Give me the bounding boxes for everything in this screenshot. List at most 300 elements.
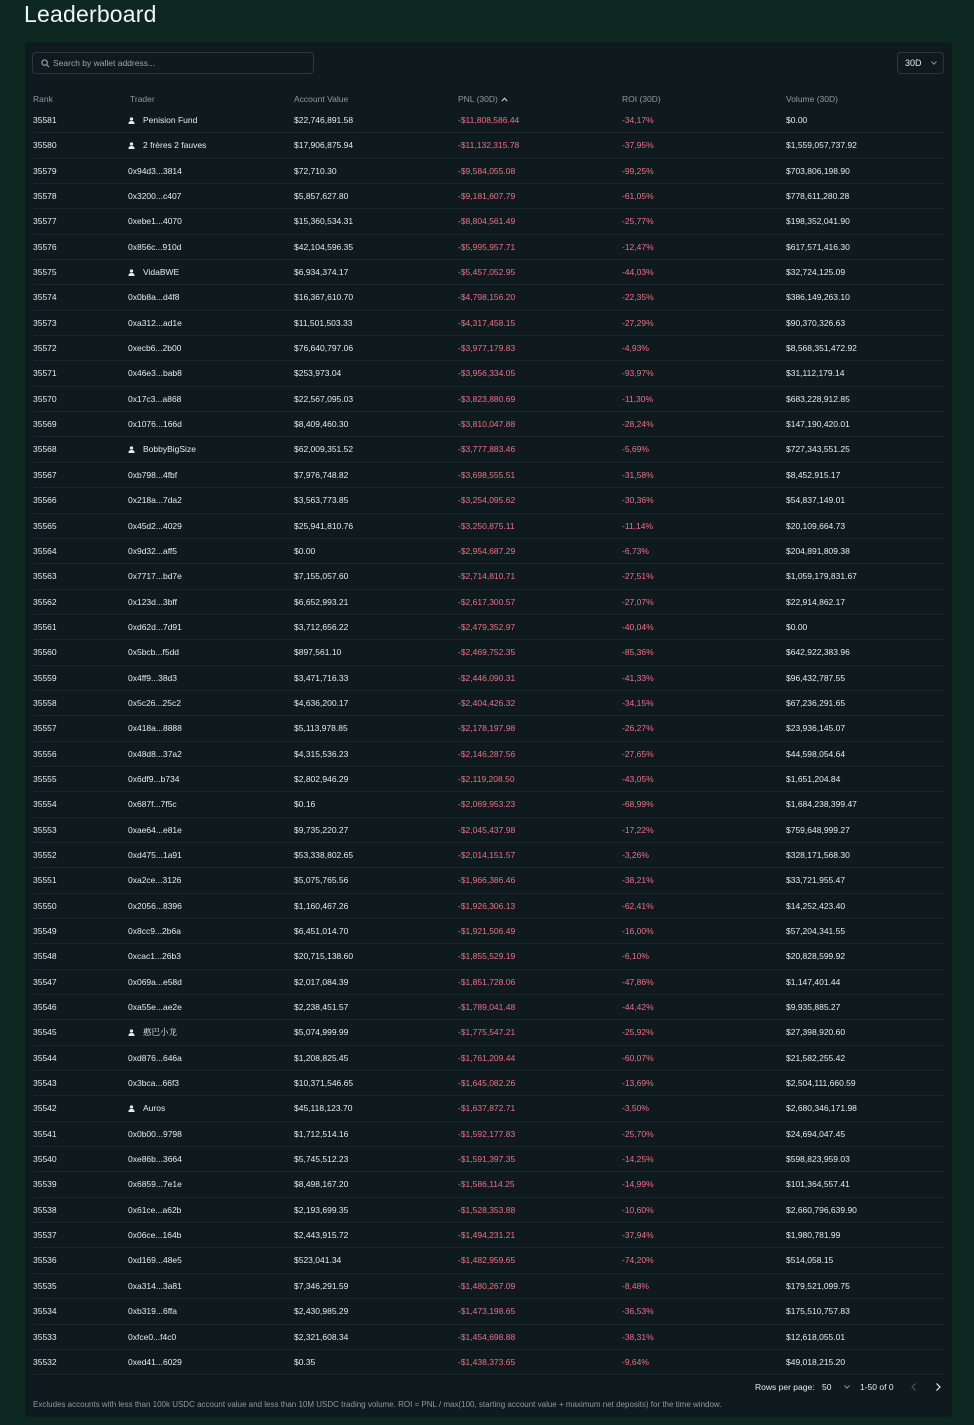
trader-cell[interactable] (128, 1128, 182, 1140)
pnl-cell: -$1,637,872.71 (458, 1103, 516, 1114)
trader-cell[interactable] (128, 596, 177, 608)
pnl-cell: -$1,966,386.46 (458, 875, 516, 886)
account-value-cell: $0.35 (294, 1356, 316, 1367)
trader-name: 0x0b00...9798 (128, 1128, 182, 1139)
table-row[interactable] (33, 868, 944, 893)
volume-cell: $12,618,055.01 (786, 1331, 846, 1342)
pnl-cell: -$11,132,315.78 (458, 140, 520, 151)
table-row[interactable] (33, 133, 944, 158)
account-value-cell: $15,360,534.31 (294, 216, 354, 227)
roi-cell: -34,15% (622, 697, 654, 708)
rank-cell: 35532 (33, 1356, 57, 1367)
roi-cell: -47,86% (622, 976, 654, 987)
table-row[interactable] (33, 944, 944, 969)
table-row[interactable] (33, 970, 944, 995)
trader-cell[interactable] (128, 1356, 182, 1368)
volume-cell: $1,147,401.44 (786, 976, 841, 987)
volume-cell: $8,452,915.17 (786, 469, 841, 480)
rank-cell: 35574 (33, 292, 57, 303)
rank-cell: 35546 (33, 1002, 57, 1013)
trader-cell[interactable] (128, 722, 182, 734)
trader-cell[interactable] (128, 266, 179, 278)
volume-cell: $57,204,341.55 (786, 926, 846, 936)
rank-cell: 35537 (33, 1230, 57, 1241)
volume-cell: $67,236,291.65 (786, 697, 846, 708)
rank-cell: 35557 (33, 723, 57, 734)
table-row[interactable] (33, 1172, 944, 1197)
pnl-cell: -$9,584,055.08 (458, 165, 516, 176)
table-row[interactable] (33, 792, 944, 817)
account-value-cell: $2,321,608.34 (294, 1331, 349, 1342)
trader-name: 0xd475...1a91 (128, 849, 182, 860)
column-header-volume[interactable]: Volume (30D) (786, 94, 838, 104)
rank-cell: 35577 (33, 216, 57, 227)
rank-cell: 35534 (33, 1306, 57, 1317)
roi-cell: -27,51% (622, 571, 654, 582)
volume-cell: $23,936,145.07 (786, 723, 846, 734)
roi-cell: -60,07% (622, 1052, 654, 1063)
trader-cell[interactable] (128, 190, 181, 202)
trader-cell[interactable] (128, 367, 182, 379)
table-row[interactable] (33, 184, 944, 209)
pnl-cell: -$1,454,698.88 (458, 1331, 516, 1342)
account-value-cell: $3,563,773.85 (294, 495, 349, 506)
table-header (25, 90, 952, 108)
table-row[interactable] (33, 285, 944, 310)
table-row[interactable] (33, 666, 944, 691)
trader-cell[interactable] (128, 317, 182, 329)
table-row[interactable] (33, 209, 944, 234)
rank-cell: 35562 (33, 596, 57, 607)
trader-cell[interactable] (128, 165, 182, 177)
trader-name: 0xe86b...3664 (128, 1154, 182, 1165)
trader-cell[interactable] (128, 1077, 179, 1089)
account-value-cell: $253,973.04 (294, 368, 342, 379)
table-row[interactable] (33, 235, 944, 260)
search-box[interactable] (32, 52, 314, 74)
roi-cell: -99,25% (622, 165, 654, 176)
pnl-cell: -$3,777,883.46 (458, 444, 516, 455)
table-row[interactable] (33, 1248, 944, 1273)
page-title: Leaderboard (24, 1, 157, 27)
table-row[interactable] (33, 488, 944, 513)
rank-cell: 35575 (33, 267, 57, 278)
pnl-cell: -$1,851,728.06 (458, 976, 516, 987)
account-value-cell: $1,160,467.26 (294, 900, 349, 911)
trader-cell[interactable] (128, 1052, 182, 1064)
account-value-cell: $2,802,946.29 (294, 773, 349, 784)
sort-up-icon (501, 97, 508, 102)
table-row[interactable] (33, 1299, 944, 1324)
table-row[interactable] (33, 1046, 944, 1071)
pnl-cell: -$3,250,875.11 (458, 520, 515, 531)
user-icon (128, 117, 135, 124)
column-header-roi[interactable]: ROI (30D) (622, 94, 661, 104)
trader-name: 0x3bca...66f3 (128, 1078, 180, 1089)
trader-cell[interactable] (128, 1305, 177, 1317)
table-row[interactable] (33, 1274, 944, 1299)
rank-cell: 35551 (33, 875, 57, 886)
volume-cell: $8,568,351,472.92 (786, 343, 857, 354)
table-row[interactable] (33, 1147, 944, 1172)
account-value-cell: $4,315,536.23 (294, 748, 349, 759)
table-row[interactable] (33, 108, 944, 133)
leaderboard-panel (25, 42, 952, 1417)
chevron-down-icon (931, 60, 937, 66)
roi-cell: -14,25% (622, 1154, 654, 1165)
account-value-cell: $53,338,802.65 (294, 849, 354, 860)
table-row[interactable] (33, 767, 944, 792)
search-input[interactable] (53, 53, 303, 73)
volume-cell: $386,149,263.10 (786, 292, 850, 303)
roi-cell: -36,53% (622, 1306, 654, 1317)
roi-cell: -62,41% (622, 900, 654, 911)
trader-cell[interactable] (128, 874, 181, 886)
trader-cell[interactable] (128, 1280, 182, 1292)
account-value-cell: $0.16 (294, 799, 316, 810)
trader-cell[interactable] (128, 646, 179, 658)
roi-cell: -6,73% (622, 545, 649, 556)
trader-cell[interactable] (128, 291, 180, 303)
trader-cell[interactable] (128, 241, 181, 253)
account-value-cell: $16,367,610.70 (294, 292, 354, 303)
rank-cell: 35533 (33, 1331, 57, 1342)
table-row[interactable] (33, 716, 944, 741)
pnl-cell: -$2,469,752.35 (458, 647, 516, 658)
roi-cell: -10,60% (622, 1204, 654, 1215)
table-row[interactable] (33, 1096, 944, 1121)
account-value-cell: $7,346,291.59 (294, 1280, 349, 1291)
trader-cell[interactable] (128, 393, 181, 405)
account-value-cell: $2,443,915.72 (294, 1230, 349, 1241)
volume-cell: $778,611,280.28 (786, 191, 850, 202)
account-value-cell: $2,238,451.57 (294, 1002, 349, 1013)
pnl-cell: -$2,045,437.98 (458, 824, 516, 835)
trader-cell[interactable] (128, 621, 182, 633)
trader-name: 0x3200...c407 (128, 191, 182, 202)
table-row[interactable] (33, 539, 944, 564)
trader-cell[interactable] (128, 418, 182, 430)
trader-name: 0x46e3...bab8 (128, 368, 182, 379)
trader-name: 0x6859...7e1e (128, 1179, 182, 1190)
table-row[interactable] (33, 1122, 944, 1147)
roi-cell: -11,30% (622, 393, 654, 404)
account-value-cell: $76,640,797.06 (294, 343, 354, 354)
trader-cell[interactable] (128, 1178, 182, 1190)
trader-cell[interactable] (128, 494, 182, 506)
trader-name: 0xa312...ad1e (128, 317, 182, 328)
roi-cell: -5,69% (622, 444, 649, 455)
chevron-left-icon[interactable] (908, 1381, 920, 1393)
volume-cell: $24,694,047.45 (786, 1128, 846, 1139)
trader-cell[interactable] (128, 469, 177, 481)
trader-cell[interactable] (128, 1331, 176, 1343)
pnl-cell: -$1,592,177.83 (458, 1128, 516, 1139)
pnl-cell: -$2,479,352.97 (458, 621, 516, 632)
table-row[interactable] (33, 159, 944, 184)
roi-cell: -12,47% (622, 241, 654, 252)
column-header-trader[interactable]: Trader (130, 94, 155, 104)
trader-name: 0x856c...910d (128, 241, 182, 252)
trader-cell[interactable] (128, 976, 182, 988)
trader-cell[interactable] (128, 697, 181, 709)
rank-cell: 35573 (33, 317, 57, 328)
trader-cell[interactable] (128, 570, 182, 582)
account-value-cell: $5,075,765.56 (294, 875, 349, 886)
trader-name: 2 frères 2 fauves (143, 140, 207, 151)
volume-cell: $598,823,959.03 (786, 1154, 850, 1165)
volume-cell: $20,828,599.92 (786, 951, 846, 962)
rows-per-page-select[interactable]: 50 (822, 1382, 832, 1392)
roi-cell: -44,42% (622, 1002, 654, 1013)
trader-name: 0xd62d...7d91 (128, 621, 182, 632)
volume-cell: $0.00 (786, 621, 808, 632)
table-row[interactable] (33, 691, 944, 716)
period-select[interactable] (897, 52, 944, 74)
roi-cell: -13,69% (622, 1078, 654, 1089)
rank-cell: 35535 (33, 1280, 57, 1291)
account-value-cell: $9,735,220.27 (294, 824, 349, 835)
trader-name: VidaBWE (143, 267, 180, 278)
account-value-cell: $5,074,999.99 (294, 1027, 349, 1038)
roi-cell: -25,70% (622, 1128, 654, 1139)
table-row[interactable] (33, 843, 944, 868)
volume-cell: $328,171,568.30 (786, 849, 850, 860)
volume-cell: $2,660,796,639.90 (786, 1204, 857, 1215)
rank-cell: 35538 (33, 1204, 57, 1215)
volume-cell: $179,521,099.75 (786, 1280, 850, 1291)
trader-name: 0x0b8a...d4f8 (128, 292, 180, 303)
pnl-cell: -$9,181,607.79 (458, 191, 516, 202)
trader-cell[interactable] (128, 925, 181, 937)
rank-cell: 35579 (33, 165, 57, 176)
pnl-cell: -$5,457,052.95 (458, 267, 516, 278)
table-row[interactable] (33, 995, 944, 1020)
roi-cell: -61,05% (622, 191, 654, 202)
roi-cell: -27,65% (622, 748, 654, 759)
volume-cell: $1,059,179,831.67 (786, 571, 857, 582)
rank-cell: 35578 (33, 191, 57, 202)
account-value-cell: $5,745,512.23 (294, 1154, 349, 1165)
table-row[interactable] (33, 361, 944, 386)
roi-cell: -11,14% (622, 520, 654, 531)
trader-name: 0x8cc9...2b6a (128, 926, 181, 936)
table-row[interactable] (33, 640, 944, 665)
pnl-cell: -$3,810,047.88 (458, 419, 516, 430)
rank-cell: 35556 (33, 748, 57, 759)
trader-cell[interactable] (128, 900, 182, 912)
trader-cell[interactable] (128, 1204, 181, 1216)
table-row[interactable] (33, 336, 944, 361)
trader-name: 0xecb6...2b00 (128, 343, 182, 354)
rank-cell: 35554 (33, 799, 57, 810)
volume-cell: $759,648,999.27 (786, 824, 850, 835)
table-row[interactable] (33, 514, 944, 539)
volume-cell: $175,510,757.83 (786, 1306, 850, 1317)
table-row[interactable] (33, 818, 944, 843)
pnl-cell: -$4,798,156.20 (458, 292, 516, 303)
trader-cell[interactable] (128, 1001, 182, 1013)
table-row[interactable] (33, 260, 944, 285)
trader-cell[interactable] (128, 114, 197, 126)
trader-cell[interactable] (128, 215, 182, 227)
roi-cell: -30,36% (622, 495, 654, 506)
trader-name: 0x687f...7f5c (128, 799, 177, 810)
pnl-cell: -$2,446,090.31 (458, 672, 516, 683)
trader-name: 0xd169...48e5 (128, 1255, 182, 1266)
roi-cell: -26,27% (622, 723, 654, 734)
rank-cell: 35560 (33, 647, 57, 658)
table-row[interactable] (33, 615, 944, 640)
rank-cell: 35580 (33, 140, 57, 151)
volume-cell: $22,914,862.17 (786, 596, 846, 607)
trader-cell[interactable] (128, 950, 181, 962)
table-row[interactable] (33, 1020, 944, 1045)
account-value-cell: $22,746,891.58 (294, 115, 354, 125)
trader-cell[interactable] (128, 1153, 182, 1165)
roi-cell: -44,03% (622, 267, 654, 278)
rank-cell: 35539 (33, 1179, 57, 1190)
pnl-cell: -$5,995,957.71 (458, 241, 516, 252)
pnl-cell: -$11,808,586.44 (458, 115, 520, 125)
table-row[interactable] (33, 564, 944, 589)
user-icon (128, 1105, 135, 1112)
roi-cell: -93,97% (622, 368, 654, 379)
volume-cell: $147,190,420.01 (786, 419, 850, 430)
trader-name: Auros (143, 1103, 166, 1114)
chevron-right-icon[interactable] (932, 1381, 944, 1393)
trader-name: 0xb319...6ffa (128, 1306, 177, 1317)
trader-cell[interactable] (128, 672, 177, 684)
account-value-cell: $22,567,095.03 (294, 393, 354, 404)
table-row[interactable] (33, 1198, 944, 1223)
trader-name: 0xebe1...4070 (128, 216, 182, 227)
roi-cell: -9,64% (622, 1356, 649, 1367)
trader-cell[interactable] (128, 520, 182, 532)
trader-name: 0x5bcb...f5dd (128, 647, 180, 658)
pnl-cell: -$2,714,810.71 (458, 571, 516, 582)
account-value-cell: $11,501,503.33 (294, 317, 353, 328)
rank-cell: 35559 (33, 672, 57, 683)
account-value-cell: $5,857,627.80 (294, 191, 349, 202)
trader-cell[interactable] (128, 1102, 165, 1114)
rank-cell: 35544 (33, 1052, 57, 1063)
pnl-cell: -$1,586,114.25 (458, 1179, 515, 1190)
trader-cell[interactable] (128, 1229, 181, 1241)
trader-cell[interactable] (128, 443, 196, 455)
account-value-cell: $3,471,716.33 (294, 672, 349, 683)
table-row[interactable] (33, 437, 944, 462)
column-header-rank[interactable]: Rank (33, 94, 53, 104)
volume-cell: $0.00 (786, 115, 808, 125)
volume-cell: $683,228,912.85 (786, 393, 850, 404)
trader-cell[interactable] (128, 342, 181, 354)
trader-cell[interactable] (128, 824, 182, 836)
rank-cell: 35550 (33, 900, 57, 911)
table-row[interactable] (33, 1071, 944, 1096)
volume-cell: $96,432,787.55 (786, 672, 846, 683)
trader-name: 0x9d32...aff5 (128, 545, 177, 556)
table-row[interactable] (33, 412, 944, 437)
volume-cell: $642,922,383.96 (786, 647, 850, 658)
trader-cell[interactable] (128, 545, 177, 557)
account-value-cell: $0.00 (294, 545, 316, 556)
trader-name: 0x06ce...164b (128, 1230, 182, 1241)
roi-cell: -41,33% (622, 672, 654, 683)
trader-cell[interactable] (128, 773, 180, 785)
volume-cell: $204,891,809.38 (786, 545, 850, 556)
table-row[interactable] (33, 894, 944, 919)
account-value-cell: $45,118,123.70 (294, 1103, 353, 1114)
roi-cell: -22,35% (622, 292, 654, 303)
volume-cell: $49,018,215.20 (786, 1356, 846, 1367)
account-value-cell: $6,451,014.70 (294, 926, 349, 936)
roi-cell: -28,24% (622, 419, 654, 430)
pnl-cell: -$1,591,397.35 (458, 1154, 516, 1165)
volume-cell: $1,559,057,737.92 (786, 140, 857, 151)
trader-cell[interactable] (128, 748, 182, 760)
column-header-pnl[interactable] (458, 94, 508, 104)
table-row[interactable] (33, 1223, 944, 1248)
column-header-pnl-label: PNL (30D) (458, 94, 498, 104)
volume-cell: $44,598,054.64 (786, 748, 846, 759)
trader-cell[interactable] (128, 139, 206, 151)
roi-cell: -37,95% (622, 140, 654, 151)
trader-name: 0x48d8...37a2 (128, 748, 182, 759)
trader-cell[interactable] (128, 849, 182, 861)
table-footer (25, 1372, 952, 1417)
roi-cell: -27,29% (622, 317, 654, 328)
table-row[interactable] (33, 387, 944, 412)
table-row[interactable] (33, 919, 944, 944)
volume-cell: $54,837,149.01 (786, 495, 846, 506)
rank-cell: 35565 (33, 520, 57, 531)
user-icon (128, 1029, 135, 1036)
account-value-cell: $2,193,699.35 (294, 1204, 349, 1215)
trader-cell[interactable] (128, 1254, 182, 1266)
rank-cell: 35571 (33, 368, 57, 379)
trader-cell[interactable] (128, 1026, 177, 1038)
volume-cell: $727,343,551.25 (786, 444, 850, 455)
roi-cell: -27,07% (622, 596, 654, 607)
table-row[interactable] (33, 311, 944, 336)
pnl-cell: -$3,956,334.05 (458, 368, 516, 379)
table-row[interactable] (33, 590, 944, 615)
rank-cell: 35568 (33, 444, 57, 455)
volume-cell: $2,680,346,171.98 (786, 1103, 857, 1114)
rank-cell: 35547 (33, 976, 57, 987)
account-value-cell: $3,712,656.22 (294, 621, 349, 632)
rank-cell: 35553 (33, 824, 57, 835)
table-row[interactable] (33, 742, 944, 767)
table-row[interactable] (33, 463, 944, 488)
account-value-cell: $25,941,810.76 (294, 520, 354, 531)
account-value-cell: $4,636,200.17 (294, 697, 349, 708)
pnl-cell: -$1,645,082.26 (458, 1078, 516, 1089)
account-value-cell: $5,113,978.85 (294, 723, 348, 734)
trader-name: 0x123d...3bff (128, 596, 177, 607)
trader-name: 0x418a...8888 (128, 723, 182, 734)
column-header-account-value[interactable]: Account Value (294, 94, 349, 104)
trader-cell[interactable] (128, 798, 177, 810)
pnl-cell: -$1,480,267.09 (458, 1280, 516, 1291)
trader-name: Penision Fund (143, 115, 198, 125)
rank-cell: 35567 (33, 469, 57, 480)
table-row[interactable] (33, 1325, 944, 1350)
volume-cell: $1,684,238,399.47 (786, 799, 857, 810)
account-value-cell: $523,041.34 (294, 1255, 342, 1266)
user-icon (128, 446, 135, 453)
